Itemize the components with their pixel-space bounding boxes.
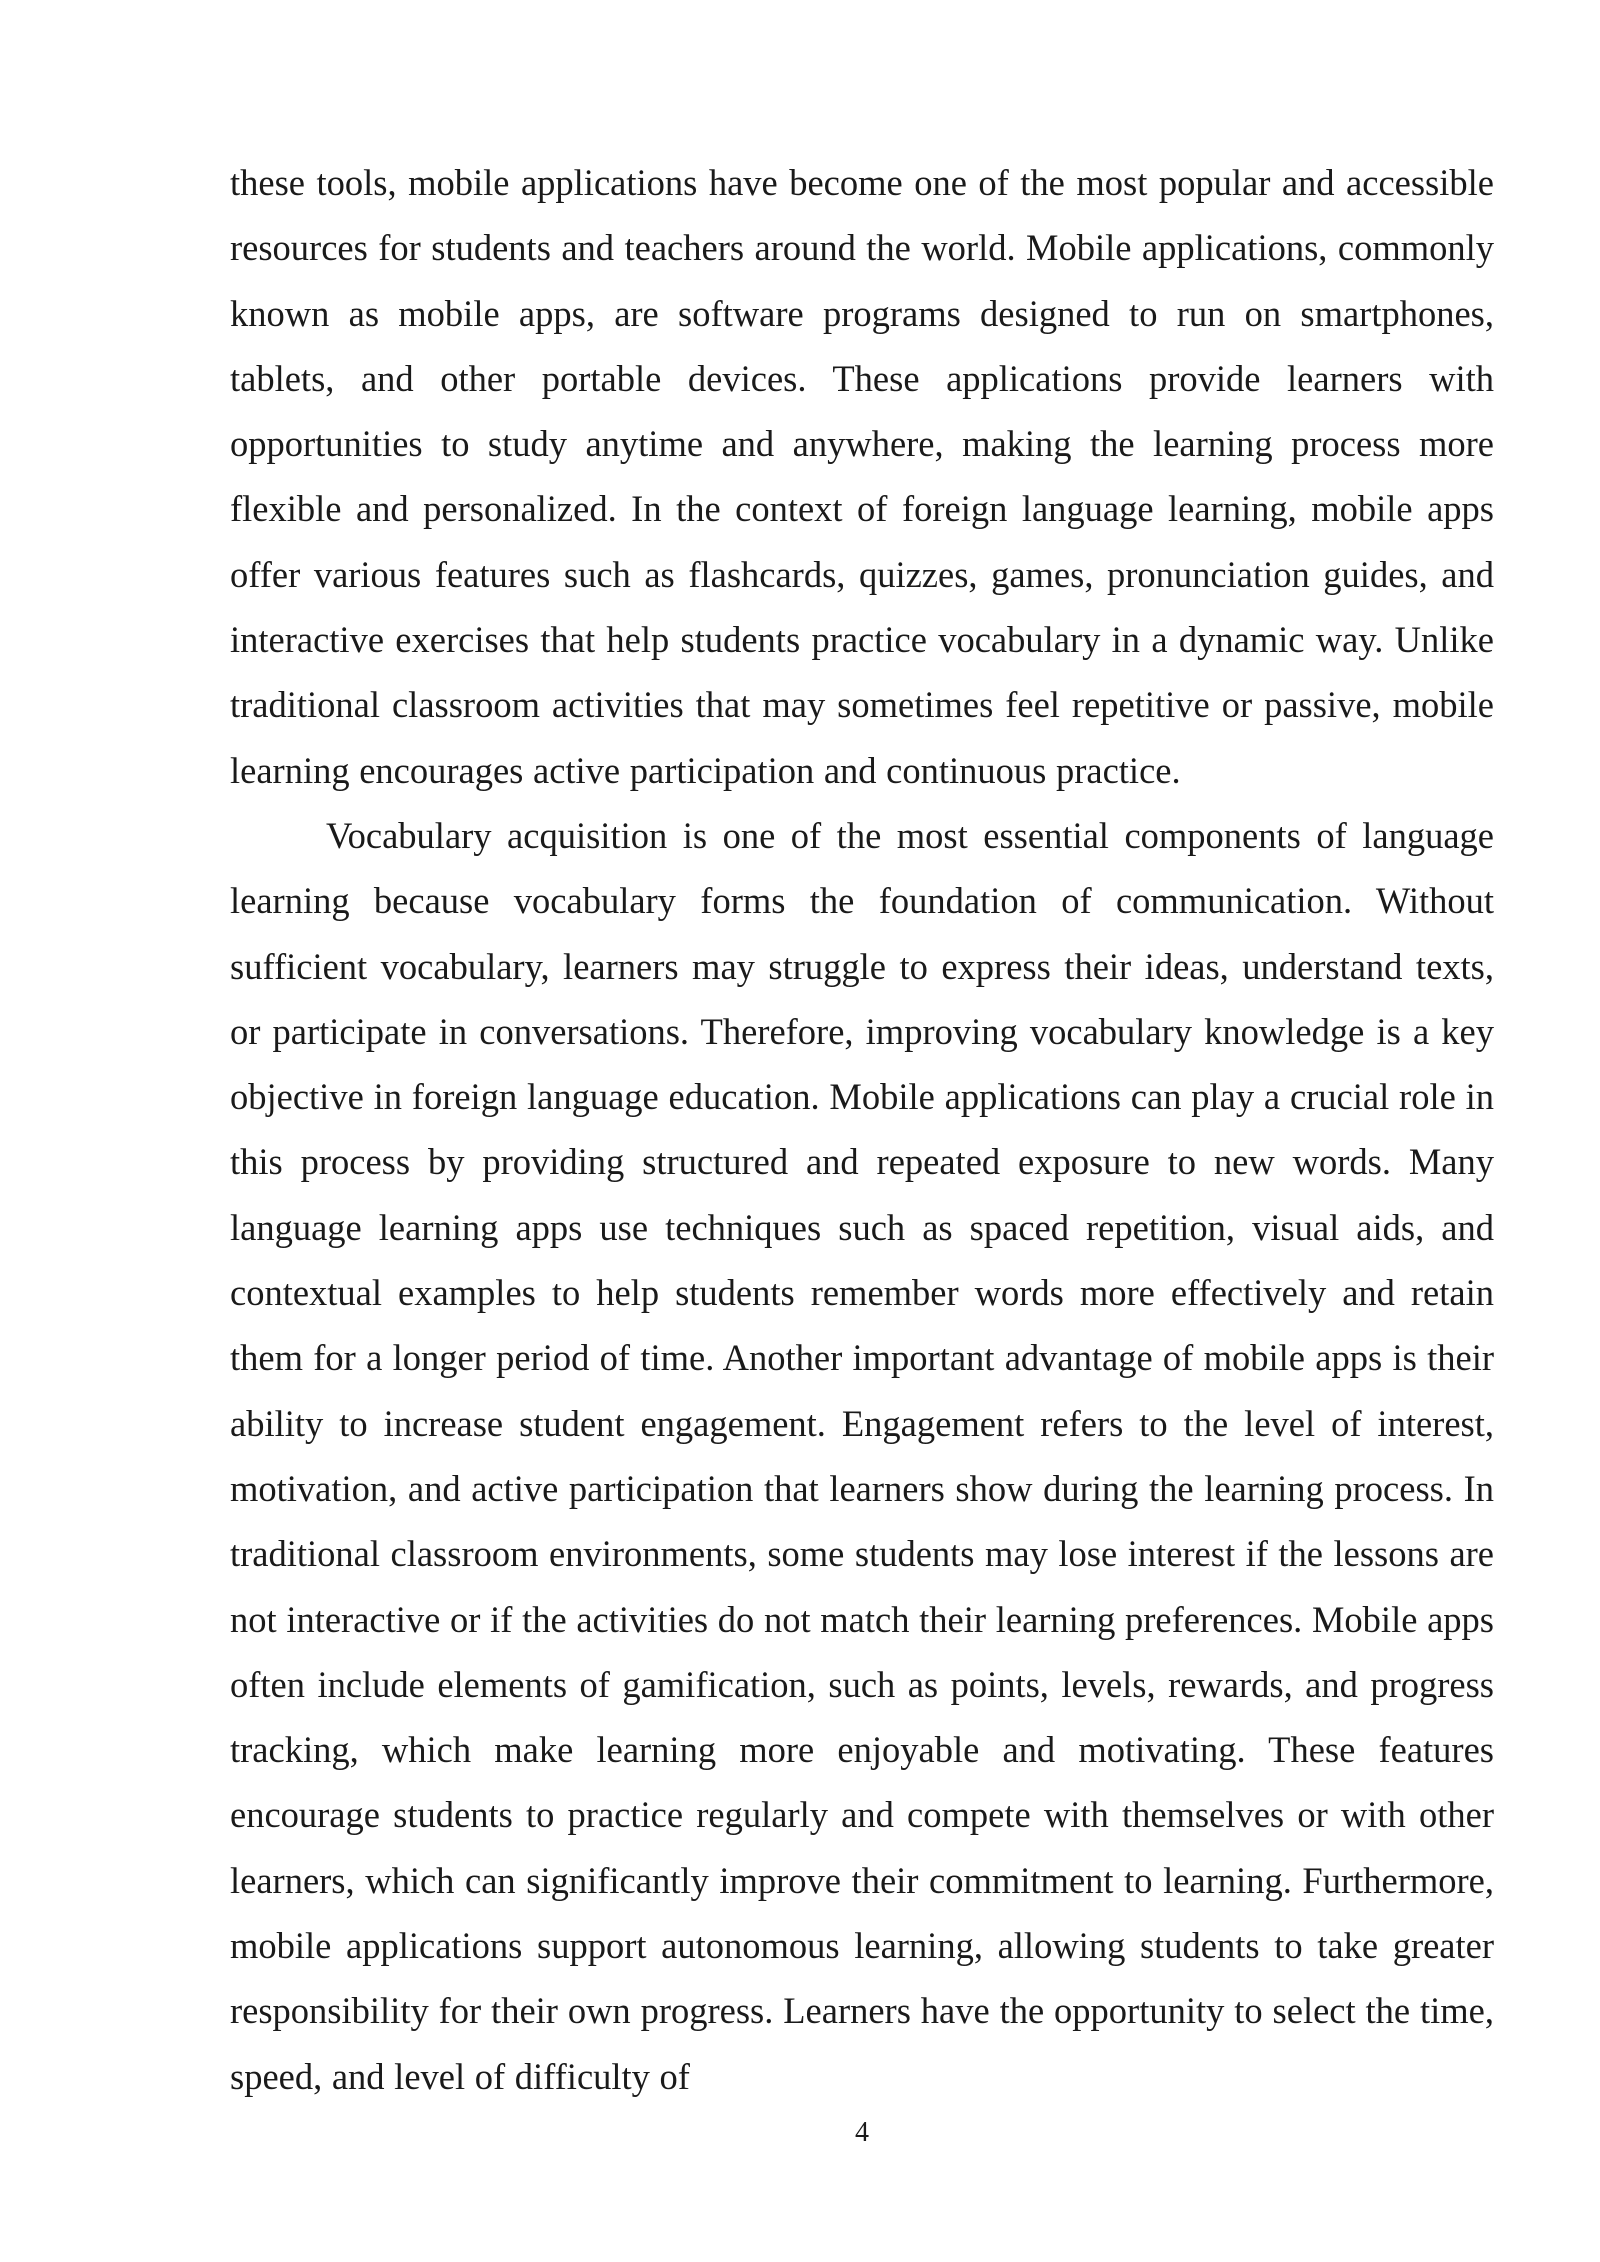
paragraph-2: Vocabulary acquisition is one of the most essential components of language learning because vocabulary forms the foundation of communication. Without sufficient vocabulary, learners may struggle to express their ideas, understand texts, or participate in conversations. Therefore, improving vocabulary knowledge is a key objective in foreign language education. Mobile applications can play a crucial role in this process by providing structured and repeated exposure to new words. Many language learning apps use techniques such as spaced repetition, visual aids, and contextual examples to help students remember words more effectively and retain them for a longer period of time. Another important advantage of mobile apps is their ability to increase student engagement. Engagement refers to the level of interest, motivation, and active participation that learners show during the learning process. In traditional classroom environments, some students may lose interest if the lessons are not interactive or if the activities do not match their learning preferences. Mobile apps often include elements of gamification, such as points, levels, rewards, and progress tracking, which make learning more enjoyable and motivating. These features encourage students to practice regularly and compete with themselves or with other learners, which can significantly improve their commitment to learning. Furthermore, mobile applications support autonomous learning, allowing students to take greater responsibility for their own progress. Learners have the opportunity to select the time, speed, and level of difficulty of [230, 814, 1494, 2097]
paragraph-1: these tools, mobile applications have become one of the most popular and accessible resources for students and teachers around the world. Mobile applications, commonly known as mobile apps, are software programs designed to run on smartphones, tablets, and other portable devices. These applications provide learners with opportunities to study anytime and anywhere, making the learning process more flexible and personalized. In the context of foreign language learning, mobile apps offer various features such as flashcards, quizzes, games, pronunciation guides, and interactive exercises that help students practice vocabulary in a dynamic way. Unlike traditional classroom activities that may sometimes feel repetitive or passive, mobile learning encourages active participation and continuous practice. [230, 162, 1494, 791]
page-number: 4 [855, 2117, 869, 2148]
document-body [230, 150, 1494, 2109]
